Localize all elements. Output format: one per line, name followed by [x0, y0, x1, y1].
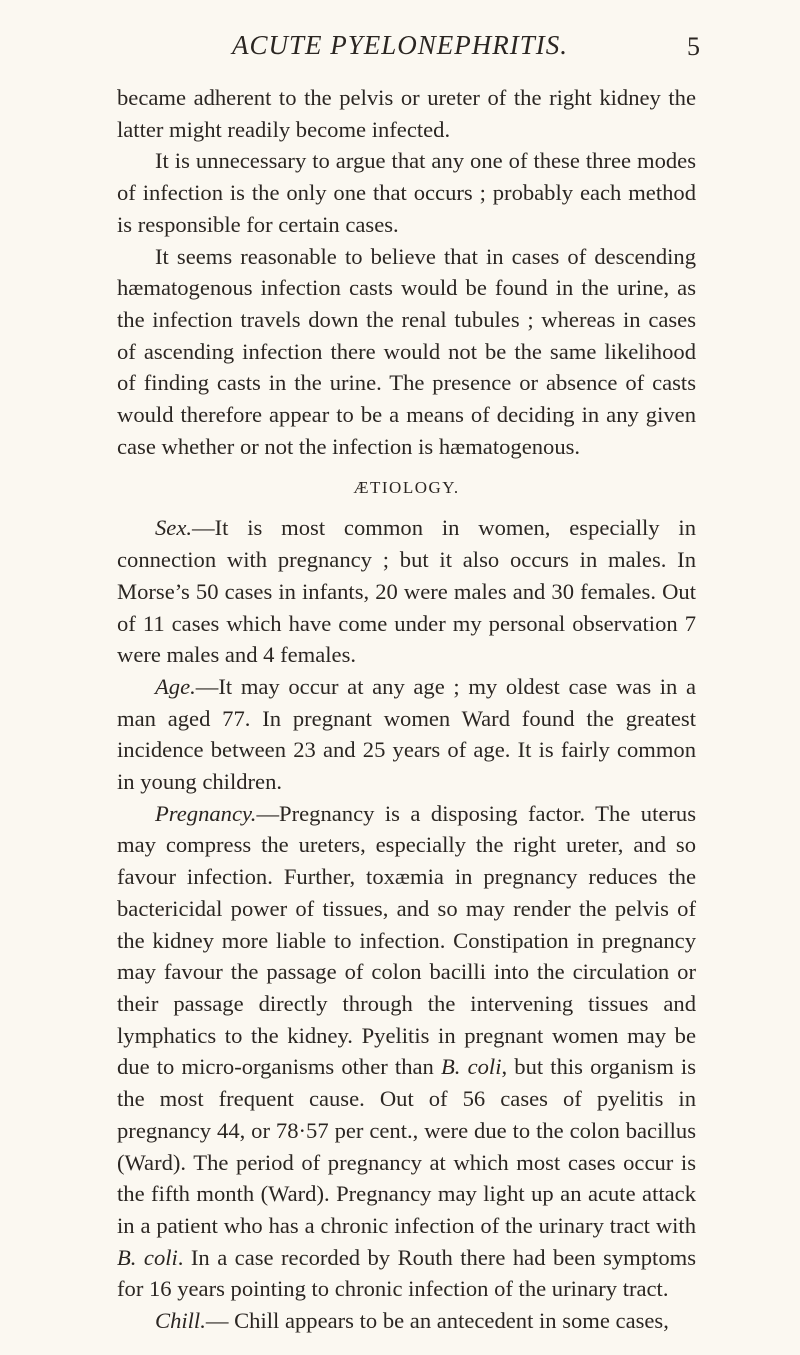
text-pregnancy-3: . In a case recorded by Routh there had been symptoms for 16 years pointing to chronic infection of the urinary tract. [117, 1244, 696, 1302]
paragraph-age [117, 671, 696, 798]
paragraph-sex [117, 512, 696, 671]
text-age: —It may occur at any age ; my oldest case was in a man aged 77. In pregnant women Ward found the greatest incidence between 23 and 25 years of age. It is fairly common in young children. [117, 673, 696, 795]
lead-sex: Sex. [155, 515, 193, 541]
running-title: ACUTE PYELONEPHRITIS. [231, 30, 568, 60]
page-header [0, 30, 800, 70]
organism-name: B. coli [117, 1244, 178, 1270]
text-sex: —It is most common in women, especially in connection with pregnancy ; but it also occurs in males. In Morse’s 50 cases in infants, 20 were males and 30 females. Out of 11 cases which have come under my personal observation 7 were males and 4 females. [117, 515, 696, 668]
text-chill: — Chill appears to be an antecedent in some cases, [205, 1308, 669, 1334]
page-number: 5 [687, 32, 700, 61]
body-text [117, 82, 696, 1337]
organism-name: B. coli [440, 1054, 502, 1080]
paragraph-pregnancy [117, 798, 696, 1305]
section-heading-aetiology: ÆTIOLOGY. [353, 478, 460, 498]
paragraph-continuation: became adherent to the pelvis or ureter of the right kidney the latter might readily become infected. [117, 85, 696, 142]
lead-chill: Chill. [155, 1308, 206, 1334]
paragraph-modes-of-infection: It is unnecessary to argue that any one of these three modes of infection is the only one that occurs ; probably each method is responsible for certain cases. [117, 148, 696, 237]
text-pregnancy-1: —Pregnancy is a disposing factor. The uterus may compress the ureters, especially the right ureter, and so favour infection. Further, toxæmia in pregnancy reduces the bactericidal power of tissues, and so may render the pelvis of the kidney more liable to infection. Constipation in pregnancy may favour the passage of colon bacilli into the circulation or their passage directly through the intervening tissues and lymphatics to the kidney. Pyelitis in pregnant women may be due to micro-organisms other than [117, 800, 696, 1080]
paragraph-casts: It seems reasonable to believe that in cases of descending hæmatogenous infection casts would be found in the urine, as the infection travels down the renal tubules ; whereas in cases of ascending infection there would not be the same likelihood of finding casts in the urine. The presence or absence of casts would therefore appear to be a means of deciding in any given case whether or not the infection is hæmatogenous. [117, 243, 696, 459]
lead-pregnancy: Pregnancy. [155, 800, 257, 826]
paragraph-chill [117, 1305, 696, 1337]
text-pregnancy-2: , but this organism is the most frequent cause. Out of 56 cases of pyelitis in pregnancy 44, or 78·57 per cent., were due to the colon bacillus (Ward). The period of pregnancy at which most cases occur is the fifth month (Ward). Pregnancy may light up an acute attack in a patient who has a chronic infection of the urinary tract with [117, 1054, 696, 1238]
lead-age: Age. [155, 673, 196, 699]
